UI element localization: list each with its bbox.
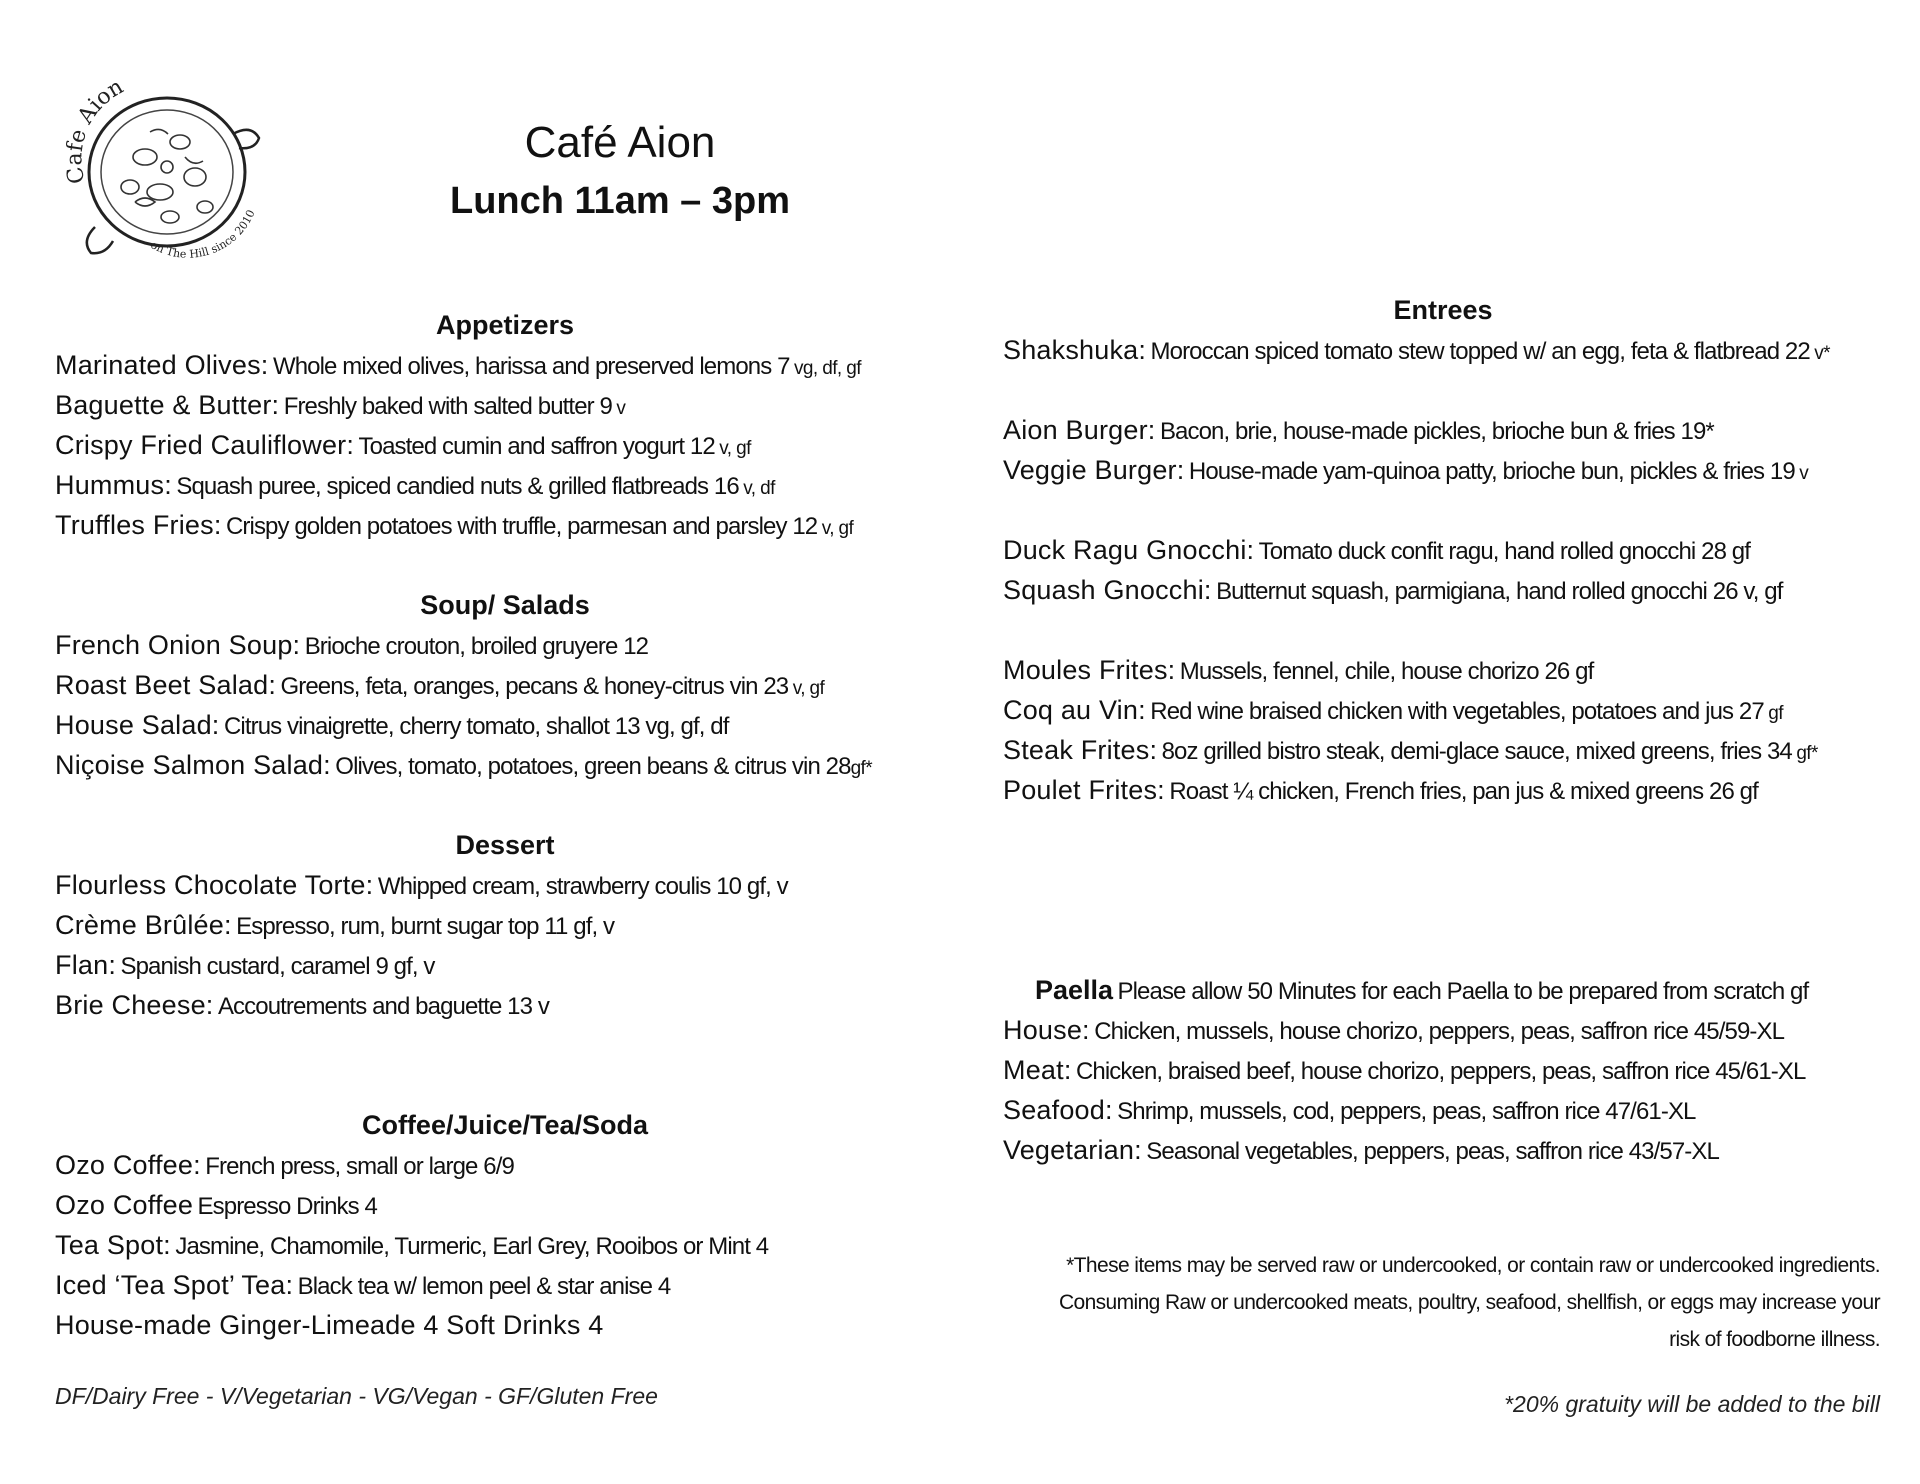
paella-heading-row <box>1003 970 1883 1010</box>
cafe-logo <box>55 62 265 272</box>
item-description: Seasonal vegetables, peppers, peas, saffron rice 43/57-XL <box>1146 1138 1719 1165</box>
dietary-legend: DF/Dairy Free - V/Vegetarian - VG/Vegan - GF/Gluten Free <box>55 1383 658 1409</box>
item-name: Roast Beet Salad: <box>55 670 277 700</box>
item-name: Hummus: <box>55 470 172 500</box>
menu-item <box>55 625 955 665</box>
menu-item <box>55 705 955 745</box>
item-name: Poulet Frites: <box>1003 775 1165 805</box>
item-name: Crème Brûlée: <box>55 910 232 940</box>
disclaimer-line: *These items may be served raw or undercooked, or contain raw or undercooked ingredients. <box>1066 1254 1880 1277</box>
menu-item <box>1003 530 1883 570</box>
item-description: Roast ¼ chicken, French fries, pan jus & mixed greens 26 gf <box>1169 778 1758 805</box>
item-tags: v, df <box>743 478 775 499</box>
item-description: Freshly baked with salted butter 9 <box>283 393 612 420</box>
item-tags: v, gf <box>821 518 854 539</box>
item-name: Shakshuka: <box>1003 335 1147 365</box>
paella-note: Please allow 50 Minutes for each Paella to be prepared from scratch gf <box>1117 978 1809 1005</box>
menu-item <box>55 505 955 545</box>
item-name: Aion Burger: <box>1003 415 1156 445</box>
menu-item <box>55 1265 955 1305</box>
food-safety-disclaimer <box>980 1247 1880 1358</box>
item-description: Tomato duck confit ragu, hand rolled gnocchi 28 gf <box>1258 538 1751 565</box>
item-description: Jasmine, Chamomile, Turmeric, Earl Grey, Rooibos or Mint 4 <box>175 1233 769 1260</box>
item-name: Squash Gnocchi: <box>1003 575 1212 605</box>
item-name: Marinated Olives: <box>55 350 269 380</box>
menu-item <box>55 1225 955 1265</box>
menu-item <box>1003 330 1883 370</box>
menu-header <box>340 116 900 228</box>
item-name: Iced ‘Tea Spot’ Tea: <box>55 1270 294 1300</box>
item-description: Red wine braised chicken with vegetables, potatoes and jus 27 <box>1150 698 1764 725</box>
menu-item <box>55 1305 955 1345</box>
item-name: Niçoise Salmon Salad: <box>55 750 331 780</box>
item-description: Citrus vinaigrette, cherry tomato, shallot 13 vg, gf, df <box>223 713 729 740</box>
item-description: House-made yam-quinoa patty, brioche bun, pickles & fries 19 <box>1188 458 1795 485</box>
menu-item <box>55 665 955 705</box>
item-tags: v <box>616 398 626 419</box>
item-tags: gf <box>1768 703 1783 724</box>
item-tags: v <box>1799 463 1809 484</box>
item-description: Whole mixed olives, harissa and preserved lemons 7 <box>272 353 790 380</box>
menu-item <box>55 905 955 945</box>
item-description: Moroccan spiced tomato stew topped w/ an egg, feta & flatbread 22 <box>1150 338 1810 365</box>
gratuity-note: *20% gratuity will be added to the bill <box>1504 1391 1880 1417</box>
item-name: Duck Ragu Gnocchi: <box>1003 535 1255 565</box>
item-description: Shrimp, mussels, cod, peppers, peas, saffron rice 47/61-XL <box>1117 1098 1696 1125</box>
menu-item <box>55 945 955 985</box>
menu-item <box>55 1185 955 1225</box>
item-name: Truffles Fries: <box>55 510 222 540</box>
item-tags: gf* <box>1796 743 1818 764</box>
menu-item <box>1003 650 1883 690</box>
menu-item <box>55 425 955 465</box>
left-column <box>55 305 955 1345</box>
item-tags: gf* <box>850 758 873 779</box>
item-name: House: <box>1003 1015 1090 1045</box>
item-name: Veggie Burger: <box>1003 455 1185 485</box>
item-description: French press, small or large 6/9 <box>205 1153 514 1180</box>
menu-item <box>55 465 955 505</box>
menu-item <box>55 865 955 905</box>
item-description: Mussels, fennel, chile, house chorizo 26 gf <box>1179 658 1594 685</box>
item-description: Greens, feta, oranges, pecans & honey-citrus vin 23 <box>280 673 789 700</box>
item-description: Bacon, brie, house-made pickles, brioche bun & fries 19* <box>1159 418 1714 445</box>
menu-item <box>1003 730 1883 770</box>
item-name: Steak Frites: <box>1003 735 1158 765</box>
drinks-heading: Coffee/Juice/Tea/Soda <box>361 1110 649 1140</box>
menu-item <box>55 1145 955 1185</box>
menu-item <box>1003 1010 1883 1050</box>
item-name: Seafood: <box>1003 1095 1113 1125</box>
menu-item <box>1003 690 1883 730</box>
item-tags: vg, df, gf <box>794 358 861 379</box>
item-name: French Onion Soup: <box>55 630 301 660</box>
menu-item <box>1003 450 1883 490</box>
item-name: House-made Ginger-Limeade 4 Soft Drinks 4 <box>55 1310 604 1340</box>
menu-item <box>1003 770 1883 810</box>
item-name: Vegetarian: <box>1003 1135 1142 1165</box>
item-description: Chicken, mussels, house chorizo, peppers, peas, saffron rice 45/59-XL <box>1094 1018 1785 1045</box>
item-description: Butternut squash, parmigiana, hand rolled gnocchi 26 v, gf <box>1216 578 1783 605</box>
menu-item <box>55 385 955 425</box>
item-name: Coq au Vin: <box>1003 695 1146 725</box>
item-description: Chicken, braised beef, house chorizo, peppers, peas, saffron rice 45/61-XL <box>1075 1058 1806 1085</box>
menu-item <box>1003 570 1883 610</box>
paella-heading: Paella <box>1035 975 1114 1005</box>
menu-item <box>1003 410 1883 450</box>
item-description: Spanish custard, caramel 9 gf, v <box>120 953 435 980</box>
item-name: Ozo Coffee: <box>55 1150 201 1180</box>
item-name: Moules Frites: <box>1003 655 1176 685</box>
menu-item <box>1003 1130 1883 1170</box>
item-tags: v, gf <box>792 678 825 699</box>
disclaimer-line: risk of foodborne illness. <box>1669 1328 1880 1351</box>
item-name: Tea Spot: <box>55 1230 171 1260</box>
disclaimer-line: Consuming Raw or undercooked meats, poultry, seafood, shellfish, or eggs may increase your <box>1058 1291 1880 1314</box>
item-description: 8oz grilled bistro steak, demi-glace sauce, mixed greens, fries 34 <box>1161 738 1792 765</box>
menu-item <box>55 345 955 385</box>
item-name: House Salad: <box>55 710 220 740</box>
item-description: Accoutrements and baguette 13 v <box>217 993 549 1020</box>
item-name: Flourless Chocolate Torte: <box>55 870 374 900</box>
soup-salads-heading: Soup/ Salads <box>420 590 590 620</box>
logo-text-bottom: on The Hill since 2010 <box>148 207 258 261</box>
menu-item <box>1003 1090 1883 1130</box>
item-name: Flan: <box>55 950 117 980</box>
menu-item <box>55 985 955 1025</box>
item-description: Crispy golden potatoes with truffle, parmesan and parsley 12 <box>225 513 818 540</box>
entrees-heading: Entrees <box>1393 295 1493 325</box>
item-tags: v* <box>1814 343 1830 364</box>
cafe-title: Café Aion <box>524 118 716 167</box>
item-description: Black tea w/ lemon peel & star anise 4 <box>297 1273 671 1300</box>
item-name: Meat: <box>1003 1055 1072 1085</box>
dessert-heading: Dessert <box>455 830 555 860</box>
item-description: Olives, tomato, potatoes, green beans & citrus vin 28 <box>335 753 851 780</box>
logo-text-top: Cafe Aion <box>62 74 128 186</box>
item-name: Brie Cheese: <box>55 990 214 1020</box>
menu-item <box>1003 1050 1883 1090</box>
item-name: Baguette & Butter: <box>55 390 280 420</box>
menu-item <box>55 745 955 785</box>
item-description: Whipped cream, strawberry coulis 10 gf, v <box>377 873 788 900</box>
item-tags: v, gf <box>719 438 751 459</box>
lunch-hours: Lunch 11am – 3pm <box>449 180 790 222</box>
item-name: Ozo Coffee <box>55 1190 194 1220</box>
item-description: Squash puree, spiced candied nuts & grilled flatbreads 16 <box>176 473 739 500</box>
appetizers-heading: Appetizers <box>435 310 575 340</box>
item-description: Espresso, rum, burnt sugar top 11 gf, v <box>236 913 615 940</box>
item-description: Espresso Drinks 4 <box>197 1193 377 1220</box>
paella-pan-icon <box>55 62 265 272</box>
item-description: Toasted cumin and saffron yogurt 12 <box>358 433 715 460</box>
item-description: Brioche crouton, broiled gruyere 12 <box>304 633 649 660</box>
right-column <box>1003 290 1883 1170</box>
item-name: Crispy Fried Cauliflower: <box>55 430 355 460</box>
